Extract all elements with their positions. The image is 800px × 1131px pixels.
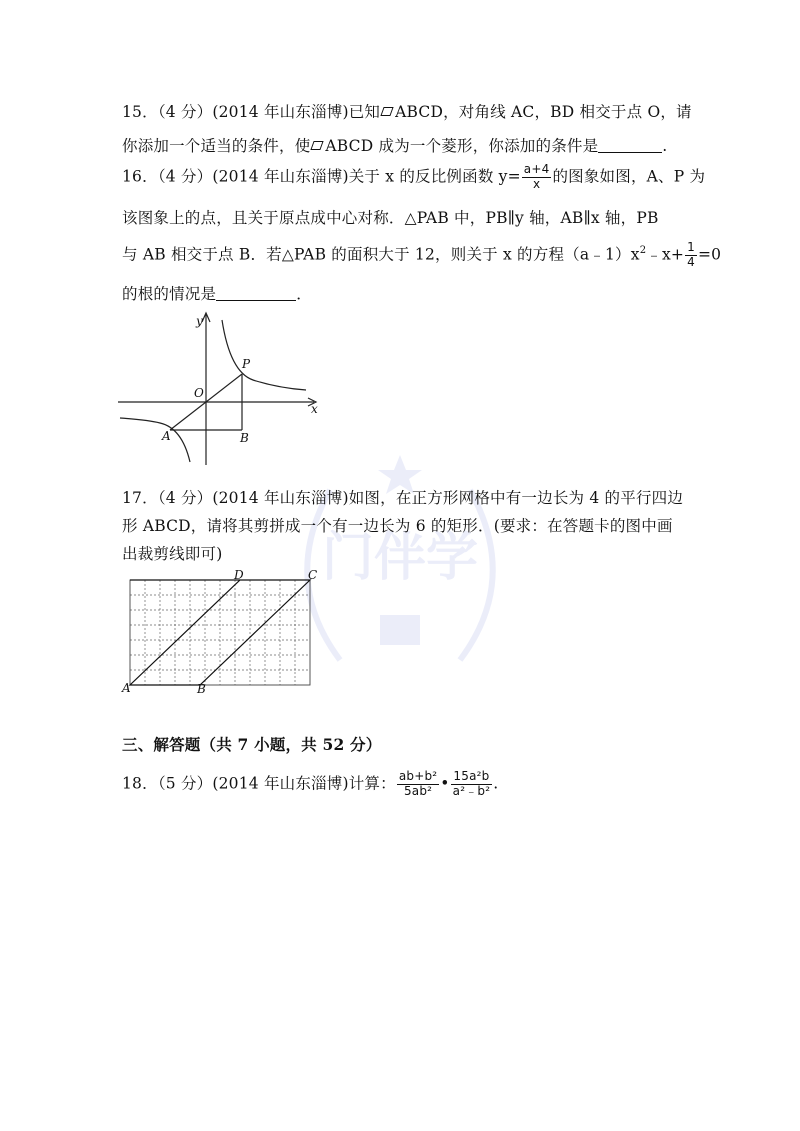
q17-line1: 17．（4 分）(2014 年山东淄博)如图，在正方形网格中有一边长为 4 的平行四边 (122, 489, 684, 507)
label-y: y (196, 314, 203, 328)
label-d: D (234, 568, 244, 582)
q15-line1: 15．（4 分）(2014 年山东淄博)已知 ABCD，对角线 AC，BD 相交于点 O，请 (122, 103, 692, 121)
fraction-a4-over-x: $\frac{a+4}{x}$ (523, 162, 550, 191)
q16-line4: 的根的情况是 ． (122, 285, 312, 303)
q17-line2: 形 ABCD，请将其剪拼成一个有一边长为 6 的矩形．(要求：在答题卡的图中画 (122, 517, 673, 535)
q16-line2: 该图象上的点，且关于原点成中心对称．△PAB 中，PB∥y 轴，AB∥x 轴，PB (122, 209, 659, 227)
q18-line: 18．（5 分）(2014 年山东淄博)计算： $\frac{\text{ab+b²}}{\text{5ab²}}$ • $\frac{\text{15a²b}}{\text{a²﹣b²}}$ . (122, 769, 499, 798)
q15-line2: 你添加一个适当的条件，使 ABCD 成为一个菱形，你添加的条件是 . (122, 137, 668, 155)
fraction-1: $\frac{\text{ab+b²}}{\text{5ab²}}$ (398, 769, 438, 798)
fraction-one-quarter: $\frac{1}{4}$ (687, 240, 695, 269)
hyperbola-branch-left (120, 418, 190, 462)
section3-title: 三、解答题（共 7 小题，共 52 分） (122, 735, 382, 754)
q16-line3: 与 AB 相交于点 B．若△PAB 的面积大于 12，则关于 x 的方程$(a﹣1)x^2﹣x+$ $\frac{1}{4}$ =0 (122, 240, 722, 269)
answer-blank (216, 300, 296, 301)
fraction-2: $\frac{\text{15a²b}}{\text{a²﹣b²}}$ (452, 769, 491, 798)
label-b: B (197, 682, 206, 696)
label-b: B (240, 431, 249, 445)
label-a: A (122, 681, 131, 695)
label-p: P (242, 357, 251, 371)
label-o: O (194, 386, 204, 400)
parallelogram-icon (381, 107, 394, 116)
answer-blank (598, 152, 662, 153)
q16-hyperbola-figure (118, 310, 328, 470)
parallelogram-icon (311, 141, 324, 150)
q17-grid-figure (118, 566, 328, 698)
q16-line1: 16．（4 分）(2014 年山东淄博)关于 x 的反比例函数 y= $\frac{a+4}{x}$ 的图象如图，A、P 为 (122, 162, 706, 191)
watermark-text: 门伴学 (321, 528, 479, 588)
label-c: C (308, 568, 318, 582)
label-x: x (311, 402, 318, 416)
label-a: A (162, 429, 171, 443)
q17-line3: 出裁剪线即可) (122, 545, 223, 563)
